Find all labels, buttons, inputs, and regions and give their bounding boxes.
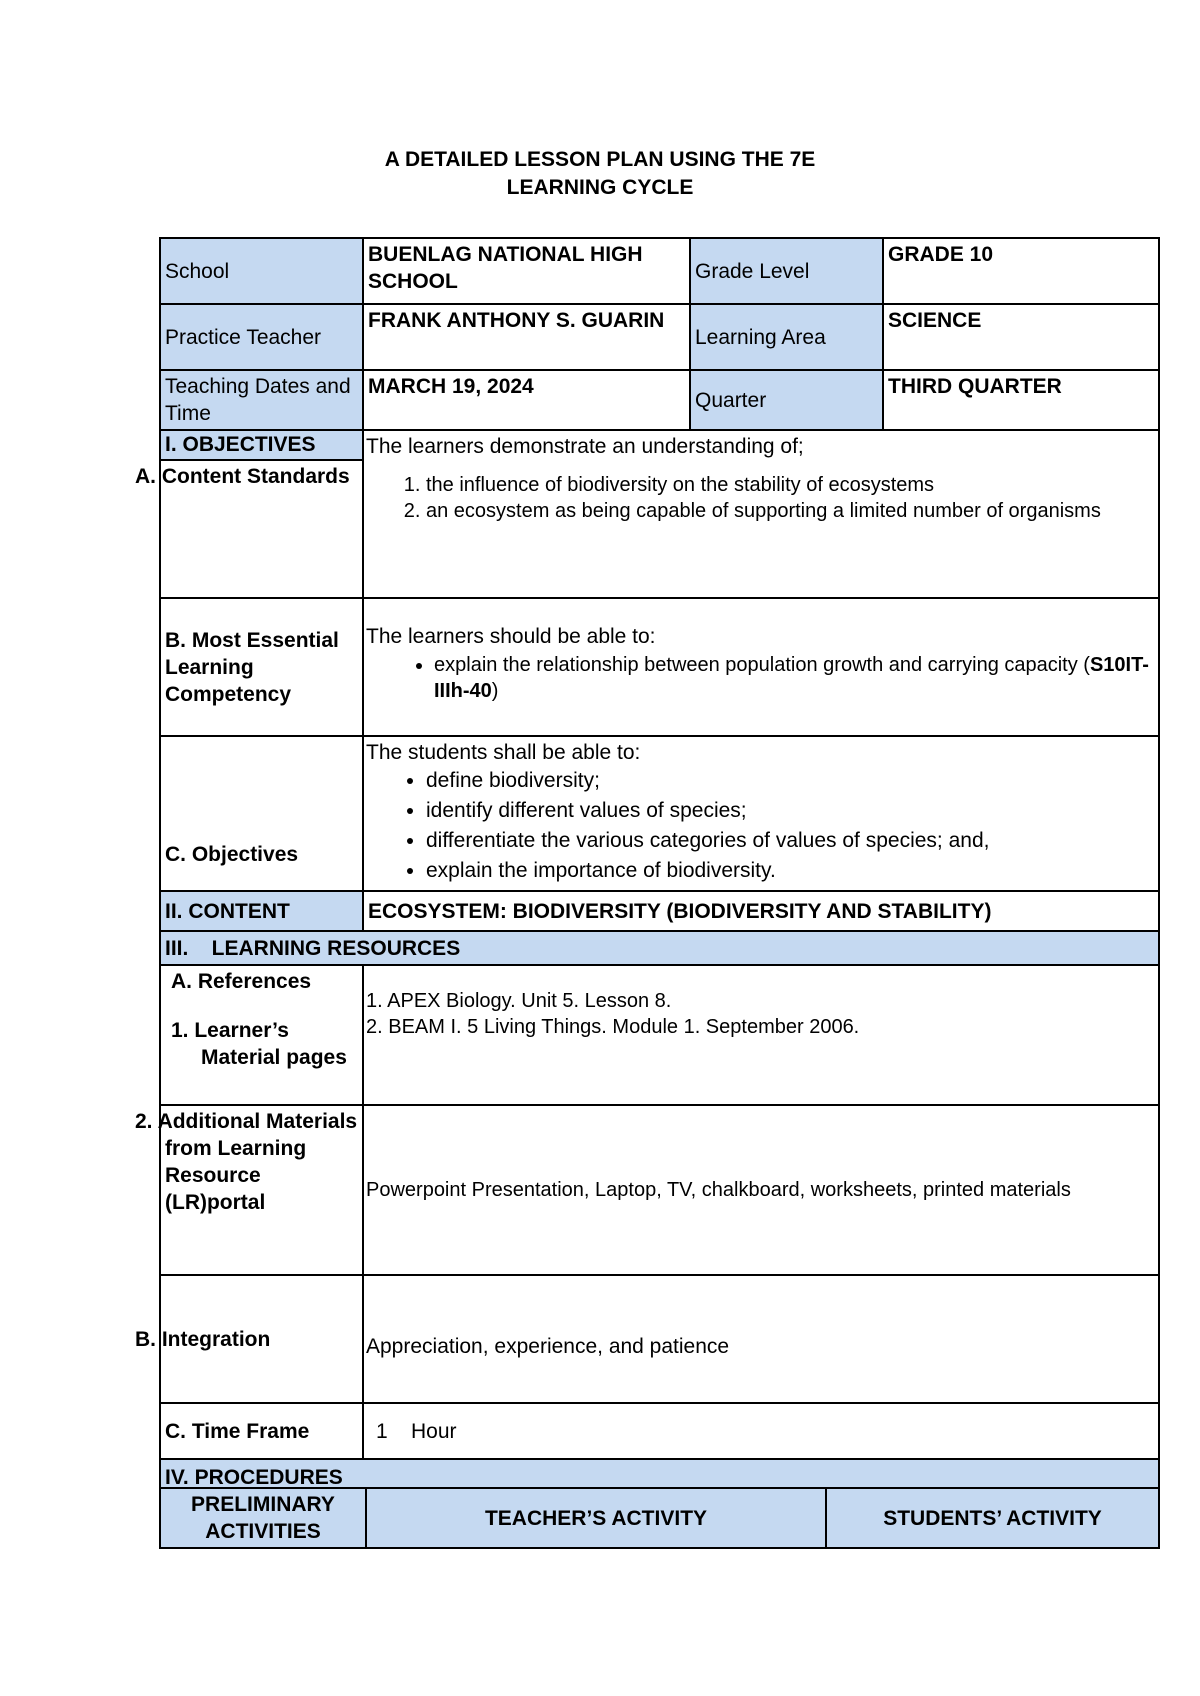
content-heading: II. CONTENT [160,891,363,931]
list-item: • identify different values of species; [426,796,1154,826]
integration-label: B. Integration [160,1275,363,1403]
melc-list [366,652,1154,704]
content-standards-label: A. Content Standards [160,460,363,598]
melc-intro: The learners should be able to: [366,625,656,648]
lesson-plan-table [135,237,1160,1496]
objectives-intro: The students shall be able to: [366,741,641,764]
melc-text: explain the relationship between population growth and carrying capacity ( [434,654,1090,676]
list-item: 1. the influence of biodiversity on the stability of ecosystems [426,472,1154,498]
objectives-label: C. Objectives [160,736,363,891]
references-label: A. References [171,970,312,993]
objectives-list [366,766,1154,886]
learners-material-label: 1. Learner’s Material pages [171,1019,347,1069]
list-item: 2. an ecosystem as being capable of supporting a limited number of organisms [426,498,1154,524]
school-label: School [160,238,363,304]
content-standards-cell [363,430,1159,598]
title-line-2: LEARNING CYCLE [506,176,694,199]
dates-label: Teaching Dates and Time [160,370,363,430]
time-frame-value: 1 Hour [363,1403,1159,1459]
learning-area-value: SCIENCE [883,304,1159,370]
quarter-label: Quarter [690,370,883,430]
time-frame-label: C. Time Frame [160,1403,363,1459]
procedures-header-table [159,1487,1160,1549]
dates-value: MARCH 19, 2024 [363,370,690,430]
references-cell [160,965,363,1105]
integration-value: Appreciation, experience, and patience [363,1275,1159,1403]
list-item: • define biodiversity; [426,766,1154,796]
grade-value: GRADE 10 [883,238,1159,304]
teacher-activity-header: TEACHER’S ACTIVITY [366,1488,826,1548]
teacher-label: Practice Teacher [160,304,363,370]
melc-close: ) [491,680,499,702]
page-title [0,146,1200,202]
resources-heading: III. LEARNING RESOURCES [160,931,1159,965]
objectives-cell [363,736,1159,891]
list-item: • explain the importance of biodiversity. [426,856,1154,886]
references-value-cell [363,965,1159,1105]
content-standards-list [366,472,1154,524]
objectives-heading: I. OBJECTIVES [160,430,363,460]
content-value: ECOSYSTEM: BIODIVERSITY (BIODIVERSITY AND STABILITY) [363,891,1159,931]
students-activity-header: STUDENTS’ ACTIVITY [826,1488,1159,1548]
list-item: • differentiate the various categories of values of species; and, [426,826,1154,856]
additional-materials-label: 2. Additional Materials from Learning Resource (LR)portal [160,1105,363,1275]
list-item [434,652,1154,704]
grade-label: Grade Level [690,238,883,304]
procedures-heading: IV. PROCEDURES [160,1459,1159,1495]
quarter-value: THIRD QUARTER [883,370,1159,430]
school-value: BUENLAG NATIONAL HIGH SCHOOL [363,238,690,304]
preliminary-activities-header: PRELIMINARY ACTIVITIES [160,1488,366,1548]
learning-area-label: Learning Area [690,304,883,370]
melc-cell [363,598,1159,736]
melc-label: B. Most Essential Learning Competency [160,598,363,736]
reference-item: 2. BEAM I. 5 Living Things. Module 1. September 2006. [366,1016,860,1038]
reference-item: 1. APEX Biology. Unit 5. Lesson 8. [366,990,672,1012]
melc-code: S10IT-IIIh-40 [434,654,1149,702]
content-intro: The learners demonstrate an understanding of; [366,435,804,458]
additional-materials-value: Powerpoint Presentation, Laptop, TV, chalkboard, worksheets, printed materials [363,1105,1159,1275]
title-line-1: A DETAILED LESSON PLAN USING THE 7E [384,148,816,171]
teacher-value: FRANK ANTHONY S. GUARIN [363,304,690,370]
